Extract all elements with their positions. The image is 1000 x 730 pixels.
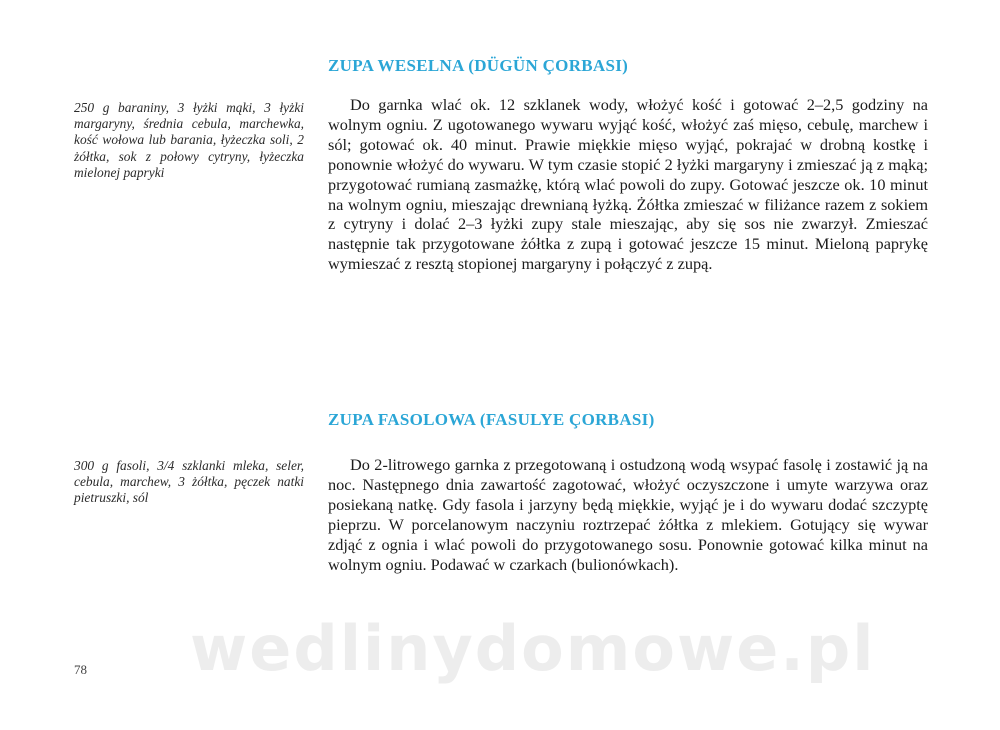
page-number: 78: [74, 662, 87, 677]
ingredients-list: 300 g fasoli, 3/4 szklanki mleka, seler, cebula, marchew, 3 żółtka, pęczek natki pietruszki, sól: [74, 458, 304, 506]
watermark: wedlinydomowe.pl: [190, 612, 876, 685]
recipe-instructions: Do 2-litrowego garnka z przegotowaną i ostudzoną wodą wsypać fasolę i zostawić ją na noc. Następnego dnia zawartość zagotować, włożyć oczyszczone i umyte warzywa oraz posiekaną natkę. Gdy fasola i jarzyny będą miękkie, wyjąć je i do wywaru dodać szczyptę pieprzu. W porcelanowym naczyniu roztrzepać żółtka z mlekiem. Gotujący się wywar zdjąć z ognia i wlać powoli do przygotowanego sosu. Ponownie gotować kilka minut na wolnym ogniu. Podawać w czarkach (bulionówkach).: [328, 455, 928, 574]
ingredients-list: 250 g baraniny, 3 łyżki mąki, 3 łyżki margaryny, średnia cebula, marchewka, kość wołowa lub barania, łyżeczka soli, 2 żółtka, sok z połowy cytryny, łyżeczka mielonej papryki: [74, 100, 304, 180]
recipe-title: ZUPA FASOLOWA (FASULYE ÇORBASI): [328, 410, 655, 429]
recipe-instructions: Do garnka wlać ok. 12 szklanek wody, włożyć kość i gotować 2–2,5 godziny na wolnym ogniu. Z ugotowanego wywaru wyjąć kość, włożyć zaś mięso, cebulę, marchew i sól; gotować ok. 40 minut. Prawie miękkie mięso wyjąć, pokrajać w drobną kostkę i ponownie włożyć do wywaru. W tym czasie stopić 2 łyżki margaryny i zmieszać ją z mąką; przygotować rumianą zasmażkę, którą wlać powoli do zupy. Gotować jeszcze ok. 10 minut na wolnym ogniu, mieszając drewnianą łyżką. Żółtka zmieszać w filiżance razem z sokiem z cytryny i dolać 2–3 łyżki zupy stale mieszając, aby się sos nie zwarzył. Zmieszać następnie tak przygotowane żółtka z zupą i gotować jeszcze 15 minut. Mieloną paprykę wymieszać z resztą stopionej margaryny i połączyć z zupą.: [328, 95, 928, 274]
recipe-title: ZUPA WESELNA (DÜGÜN ÇORBASI): [328, 56, 629, 75]
